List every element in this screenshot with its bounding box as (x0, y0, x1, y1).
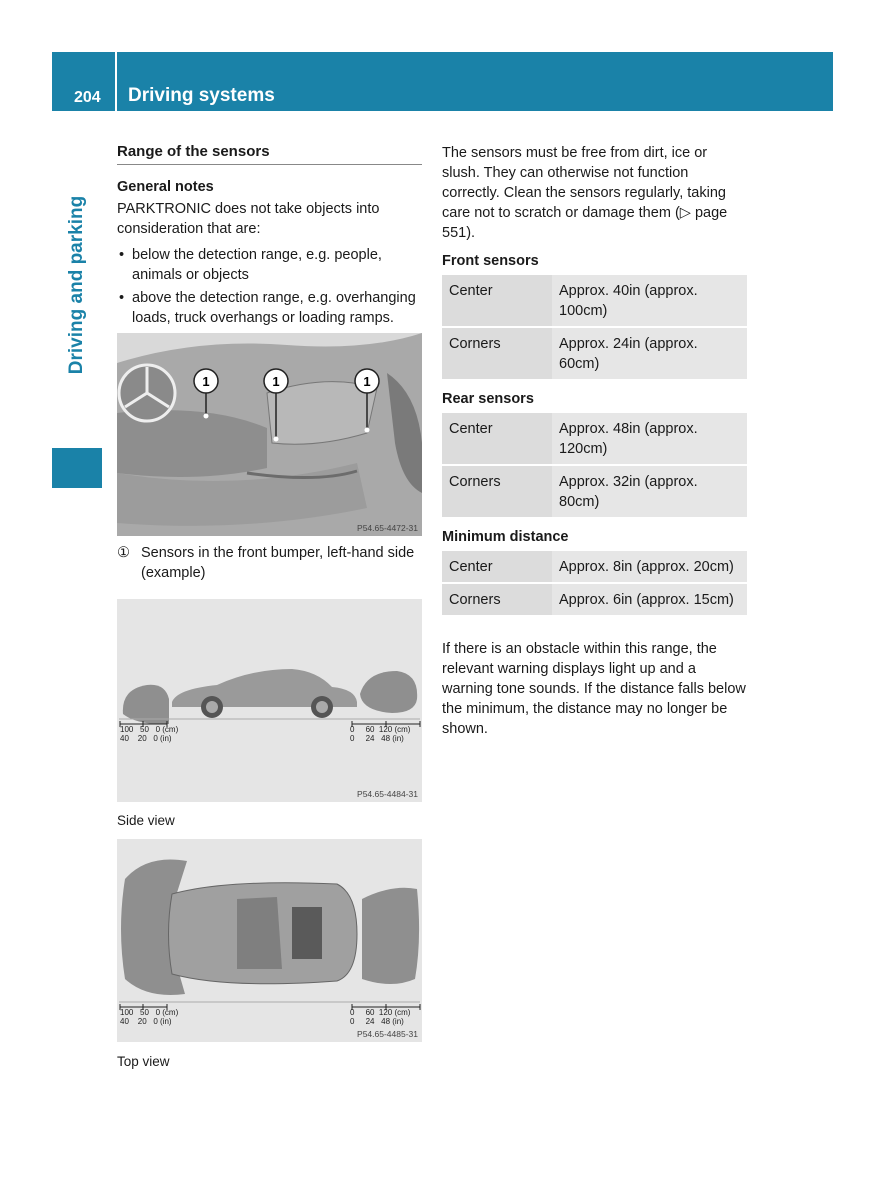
chapter-header (117, 52, 833, 111)
scale-right: 0 60 120 (cm) 0 24 48 (in) (350, 725, 411, 743)
table-row: Center Approx. 48in (approx. 120cm) (442, 413, 747, 465)
front-bumper-illustration (117, 333, 422, 536)
figure-code: P54.65-4485-31 (357, 1029, 418, 1039)
side-tab-marker (52, 448, 102, 488)
callout-1-middle (264, 369, 288, 393)
table-row: Corners Approx. 32in (approx. 80cm) (442, 465, 747, 518)
cleaning-note: The sensors must be free from dirt, ice or slush. They can otherwise not function correctly. Clean the sensors regularly, taking care not to scratch or damage them (▷ page 551). (442, 145, 728, 241)
obstacle-note: If there is an obstacle within this range, the relevant warning displays light up and a warning tone sounds. If the distance falls below the minimum, the distance may no longer be shown. (442, 641, 746, 737)
front-sensors-heading: Front sensors (442, 253, 539, 269)
figure-code: P54.65-4472-31 (357, 523, 418, 533)
figure3-caption: Top view (117, 1054, 170, 1069)
table-row: Corners Approx. 24in (approx. 60cm) (442, 327, 747, 380)
svg-text:1: 1 (272, 374, 280, 389)
top-view-figure (117, 839, 422, 1042)
side-view-figure (117, 599, 422, 802)
table-row: Center Approx. 8in (approx. 20cm) (442, 551, 747, 583)
section-title: Range of the sensors (117, 143, 422, 165)
bullet-list (117, 245, 422, 328)
side-tab-label: Driving and parking (66, 195, 87, 375)
callout-1-right (355, 369, 379, 393)
figure1-caption: ① Sensors in the front bumper, left-hand side (example) (117, 545, 415, 581)
table-row: Corners Approx. 6in (approx. 15cm) (442, 583, 747, 616)
page-number: 204 (74, 89, 101, 106)
table-row: Center Approx. 40in (approx. 100cm) (442, 275, 747, 327)
front-bumper-figure (117, 333, 422, 536)
svg-text:1: 1 (363, 374, 371, 389)
figure-code: P54.65-4484-31 (357, 789, 418, 799)
minimum-distance-heading: Minimum distance (442, 529, 569, 545)
svg-text:1: 1 (202, 374, 210, 389)
intro-text: PARKTRONIC does not take objects into consideration that are: (117, 201, 380, 237)
front-sensors-table (442, 275, 747, 381)
left-column (117, 143, 422, 1072)
scale-left: 100 50 0 (cm) 40 20 0 (in) (120, 1008, 179, 1026)
list-item: • below the detection range, e.g. people, animals or objects (119, 247, 382, 283)
right-column (442, 143, 747, 739)
side-tab (52, 125, 102, 445)
rear-sensors-heading: Rear sensors (442, 391, 534, 407)
minimum-distance-table (442, 551, 747, 617)
callout-1-left (194, 369, 218, 393)
scale-right: 0 60 120 (cm) 0 24 48 (in) (350, 1008, 411, 1026)
page-number-box (52, 52, 115, 111)
callout-marker: ① (117, 545, 130, 561)
list-item: • above the detection range, e.g. overhanging loads, truck overhangs or loading ramps. (119, 290, 416, 326)
page-reference[interactable]: (▷ page 551). (442, 205, 728, 241)
scale-left: 100 50 0 (cm) 40 20 0 (in) (120, 725, 179, 743)
figure2-caption: Side view (117, 813, 175, 828)
rear-sensors-table (442, 413, 747, 519)
chapter-title: Driving systems (128, 85, 275, 106)
side-view-illustration (117, 599, 422, 802)
general-notes-heading: General notes (117, 179, 214, 195)
